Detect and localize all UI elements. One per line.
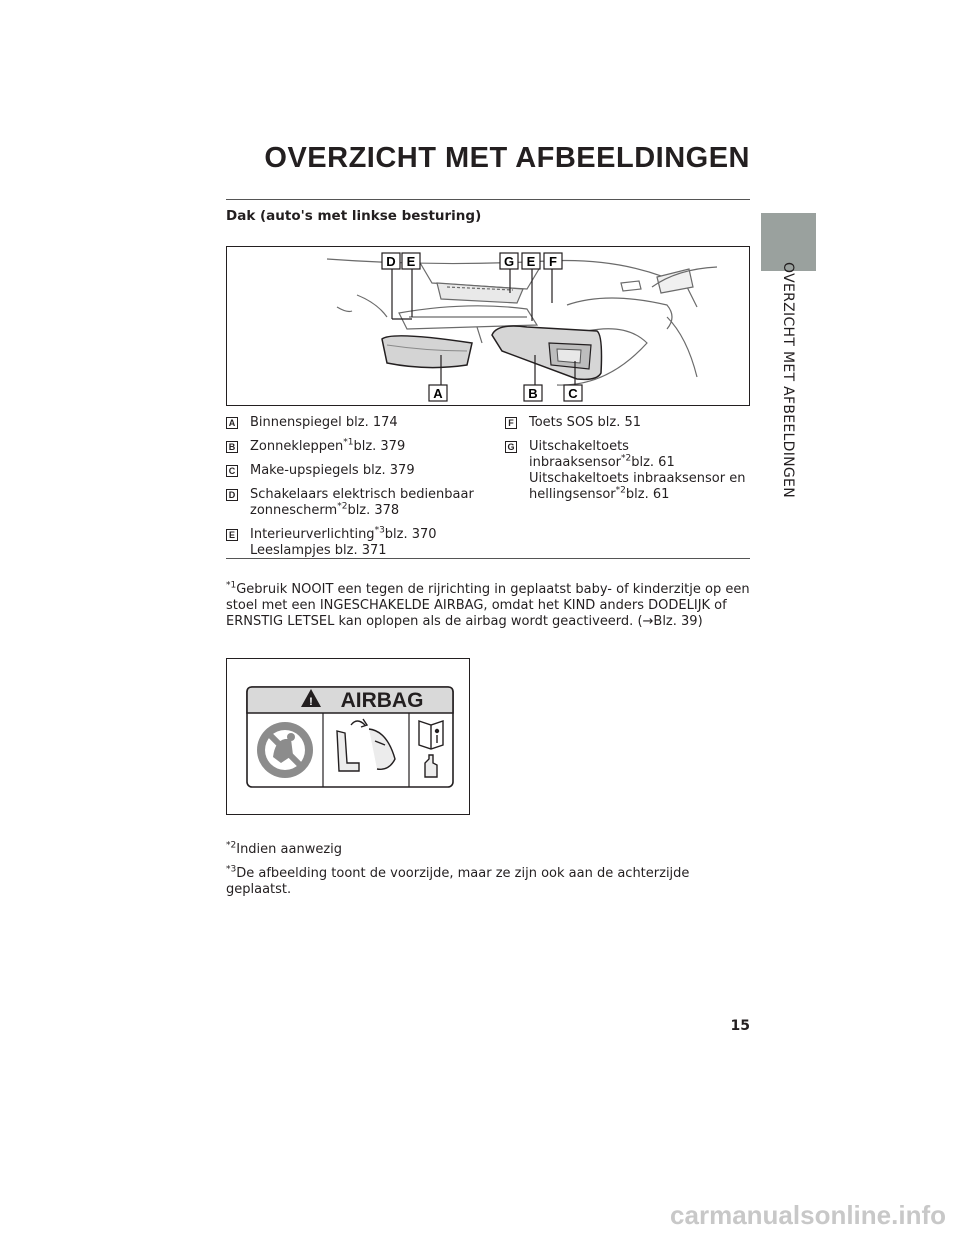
legend-text-b: Zonnekleppen <box>250 439 344 454</box>
airbag-word: AIRBAG <box>340 689 424 712</box>
legend-text-g-4: hellingsensor <box>529 487 616 502</box>
legend-text-c: Make-upspiegels blz. 379 <box>250 463 415 478</box>
footnote-1 <box>226 582 750 630</box>
footnote-ref: *2 <box>615 485 626 496</box>
airbag-warning-label <box>226 658 470 815</box>
watermark-text: carmanualsonline.info <box>670 1200 946 1230</box>
legend-text-f: Toets SOS blz. 51 <box>529 415 642 430</box>
warning-symbol: ! <box>309 696 313 708</box>
legend-text-g-3: Uitschakeltoets inbraaksensor en <box>529 471 746 486</box>
footnote-ref: *2 <box>621 453 632 464</box>
legend-text-e-2: Leeslampjes blz. 371 <box>250 543 387 558</box>
legend-text-a: Binnenspiegel blz. 174 <box>250 415 398 430</box>
footnote-2-marker: *2 <box>226 840 237 851</box>
legend-text-g: Uitschakeltoets <box>529 439 629 454</box>
legend-item-b <box>226 439 488 455</box>
callout-B <box>524 385 542 401</box>
footnote-2 <box>226 842 750 858</box>
legend-item-d <box>226 487 488 519</box>
footnote-ref: *3 <box>374 525 385 536</box>
legend-left-column <box>226 415 488 567</box>
legend-key-c: C <box>226 465 238 477</box>
roof-illustration <box>226 246 750 406</box>
footnote-ref: *2 <box>337 501 348 512</box>
footnote-2-text: Indien aanwezig <box>236 842 343 857</box>
legend-key-b: B <box>226 441 238 453</box>
legend-key-a: A <box>226 417 238 429</box>
legend-text-e: Interieurverlichting <box>250 527 375 542</box>
footnote-3-text: De afbeelding toont de voorzijde, maar ze zijn ook aan de achterzijde geplaatst. <box>226 866 690 897</box>
legend-page-b: blz. 379 <box>353 439 406 454</box>
footer-watermark <box>0 1200 960 1231</box>
side-tab-label: OVERZICHT MET AFBEELDINGEN <box>780 262 796 498</box>
footnote-1-text: Gebruik NOOIT een tegen de rijrichting in geplaatst baby- of kinderzitje op een stoel met een INGESCHAKELDE AIRBAG, omdat het KIND anders DODELIJK of ERNSTIG LETSEL kan oplopen als de airbag wordt geactiveerd. (→Blz. 39) <box>226 582 750 629</box>
svg-text:E: E <box>526 254 536 269</box>
legend-item-e <box>226 527 488 559</box>
callout-F <box>544 253 562 269</box>
svg-text:F: F <box>549 254 557 269</box>
legend-text-d-2: zonnescherm <box>250 503 338 518</box>
page-title: OVERZICHT MET AFBEELDINGEN <box>264 142 750 174</box>
callout-C <box>564 385 582 401</box>
legend-item-c <box>226 463 488 479</box>
legend-text-g-2: inbraaksensor <box>529 455 621 470</box>
legend-key-d: D <box>226 489 238 501</box>
svg-text:C: C <box>568 386 578 401</box>
legend-page-e: blz. 370 <box>384 527 437 542</box>
svg-text:A: A <box>433 386 443 401</box>
legend-item-f <box>505 415 750 431</box>
legend-key-f: F <box>505 417 517 429</box>
legend-item-g <box>505 439 750 503</box>
legend-page-d: blz. 378 <box>347 503 400 518</box>
page-number: 15 <box>730 1018 750 1034</box>
legend-page-g-2: blz. 61 <box>625 487 670 502</box>
airbag-label-drawing <box>227 659 469 814</box>
svg-text:D: D <box>386 254 396 269</box>
callout-A <box>429 385 447 401</box>
legend-key-g: G <box>505 441 517 453</box>
footnote-3-marker: *3 <box>226 864 237 875</box>
callout-E-left <box>402 253 420 269</box>
footnote-ref: *1 <box>343 437 354 448</box>
legend-key-e: E <box>226 529 238 541</box>
legend-page-g: blz. 61 <box>631 455 675 470</box>
legend-divider <box>226 558 750 559</box>
callout-E-right <box>522 253 540 269</box>
callout-D <box>382 253 400 269</box>
no-child-seat-icon <box>257 722 313 778</box>
callout-G <box>500 253 518 269</box>
footnote-1-marker: *1 <box>226 580 237 591</box>
roof-illustration-drawing <box>227 247 749 405</box>
svg-text:E: E <box>406 254 416 269</box>
legend-text-d: Schakelaars elektrisch bedienbaar <box>250 487 474 502</box>
footnote-3 <box>226 866 750 898</box>
legend-right-column <box>505 415 750 511</box>
legend-item-a <box>226 415 488 431</box>
svg-text:G: G <box>503 254 515 269</box>
svg-text:B: B <box>528 386 538 401</box>
header-divider <box>226 199 750 200</box>
section-heading: Dak (auto's met linkse besturing) <box>226 208 482 224</box>
